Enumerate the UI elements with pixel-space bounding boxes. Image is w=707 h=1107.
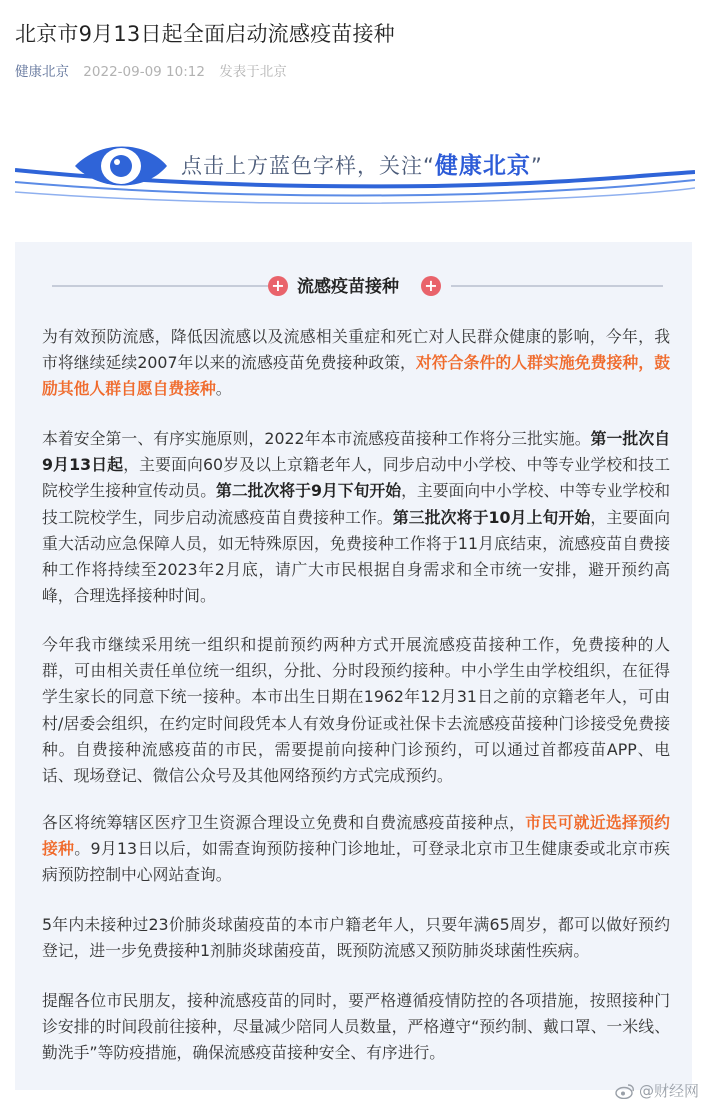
banner-text-prefix: 点击上方蓝色字样，关注“ <box>181 154 435 178</box>
follow-banner <box>15 112 695 222</box>
banner-account-link[interactable]: 健康北京 <box>434 153 531 179</box>
highlight-text: 对符合条件的人群实施免费接种，鼓励其他人群自愿自费接种 <box>42 353 670 399</box>
paragraph-sites <box>42 810 670 889</box>
text-span: 为有效预防流感，降低因流感以及流感相关重症和死亡对人民群众健康的影响，今年，我市将继续延续2007年以来的流感疫苗免费接种政策， <box>42 327 670 373</box>
publish-date: 2022-09-09 10:12 <box>83 64 205 80</box>
content-card <box>15 242 692 1090</box>
section-title: 流感疫苗接种 <box>297 277 399 297</box>
text-span: ，主要面向60岁及以上京籍老年人，同步启动中小学校、中等专业学校和技工院校学生接种宣传动员。 <box>42 455 670 501</box>
medical-cross-icon: + <box>268 276 288 296</box>
paragraph-schedule <box>42 426 670 609</box>
weibo-icon <box>615 1083 635 1099</box>
paragraph-policy <box>42 324 670 403</box>
divider-right <box>451 285 663 287</box>
publish-location: 发表于北京 <box>219 64 287 80</box>
article-title: 北京市9月13日起全面启动流感疫苗接种 <box>15 22 395 46</box>
watermark-text: @财经网 <box>638 1082 699 1100</box>
section-header <box>15 266 692 306</box>
paragraph-reminder: 提醒各位市民朋友，接种流感疫苗的同时，要严格遵循疫情防控的各项措施，按照接种门诊安排的时间段前往接种，尽量减少陪同人员数量，严格遵守“预约制、戴口罩、一米线、勤洗手”等防疫措施，确保流感疫苗接种安全、有序进行。 <box>42 991 670 1063</box>
banner-text-suffix: ” <box>530 154 543 178</box>
banner-text <box>181 147 543 180</box>
text-span: 本着安全第一、有序实施原则，2022年本市流感疫苗接种工作将分三批实施。 <box>42 429 591 448</box>
bold-text: 第二批次将于9月下旬开始 <box>216 481 402 501</box>
text-span: ，主要面向重大活动应急保障人员，如无特殊原因，免费接种工作将于11月底结束，流感疫苗自费接种工作将持续至2023年2月底，请广大市民根据自身需求和全市统一安排，避开预约高峰，合理选择接种时间。 <box>42 507 670 606</box>
paragraph-organization: 今年我市继续采用统一组织和提前预约两种方式开展流感疫苗接种工作，免费接种的人群，可由相关责任单位统一组织，分批、分时段预约接种。中小学生由学校组织，在征得学生家长的同意下统一接种。本市出生日期在1962年12月31日之前的京籍老年人，可由村/居委会组织，在约定时间段凭本人有效身份证或社保卡去流感疫苗接种门诊接受免费接种。自费接种流感疫苗的市民，需要提前向接种门诊预约，可以通过首都疫苗APP、电话、现场登记、微信公众号及其他网络预约方式完成预约。 <box>42 635 670 786</box>
watermark <box>615 1080 699 1101</box>
author-link[interactable]: 健康北京 <box>15 64 69 80</box>
paragraph-pneumococcal: 5年内未接种过23价肺炎球菌疫苗的本市户籍老年人，只要年满65周岁，都可以做好预约登记，进一步免费接种1剂肺炎球菌疫苗，既预防流感又预防肺炎球菌性疾病。 <box>42 915 670 961</box>
bold-text: 第三批次将于10月上旬开始 <box>392 507 591 527</box>
text-span: 。 <box>215 379 232 399</box>
highlight-text: 市民可就近选择预约接种 <box>42 813 670 859</box>
text-span: ，主要面向中小学校、中等专业学校和技工院校学生，同步启动流感疫苗自费接种工作。 <box>42 481 670 527</box>
article-meta <box>15 60 287 80</box>
text-span: 各区将统筹辖区医疗卫生资源合理设立免费和自费流感疫苗接种点， <box>42 813 526 832</box>
text-span: 。9月13日以后，如需查询预防接种门诊地址，可登录北京市卫生健康委或北京市疾病预防控制中心网站查询。 <box>42 839 670 885</box>
medical-cross-icon: + <box>421 276 441 296</box>
bold-text: 第一批次自9月13日起 <box>42 429 670 475</box>
divider-left <box>52 285 268 287</box>
